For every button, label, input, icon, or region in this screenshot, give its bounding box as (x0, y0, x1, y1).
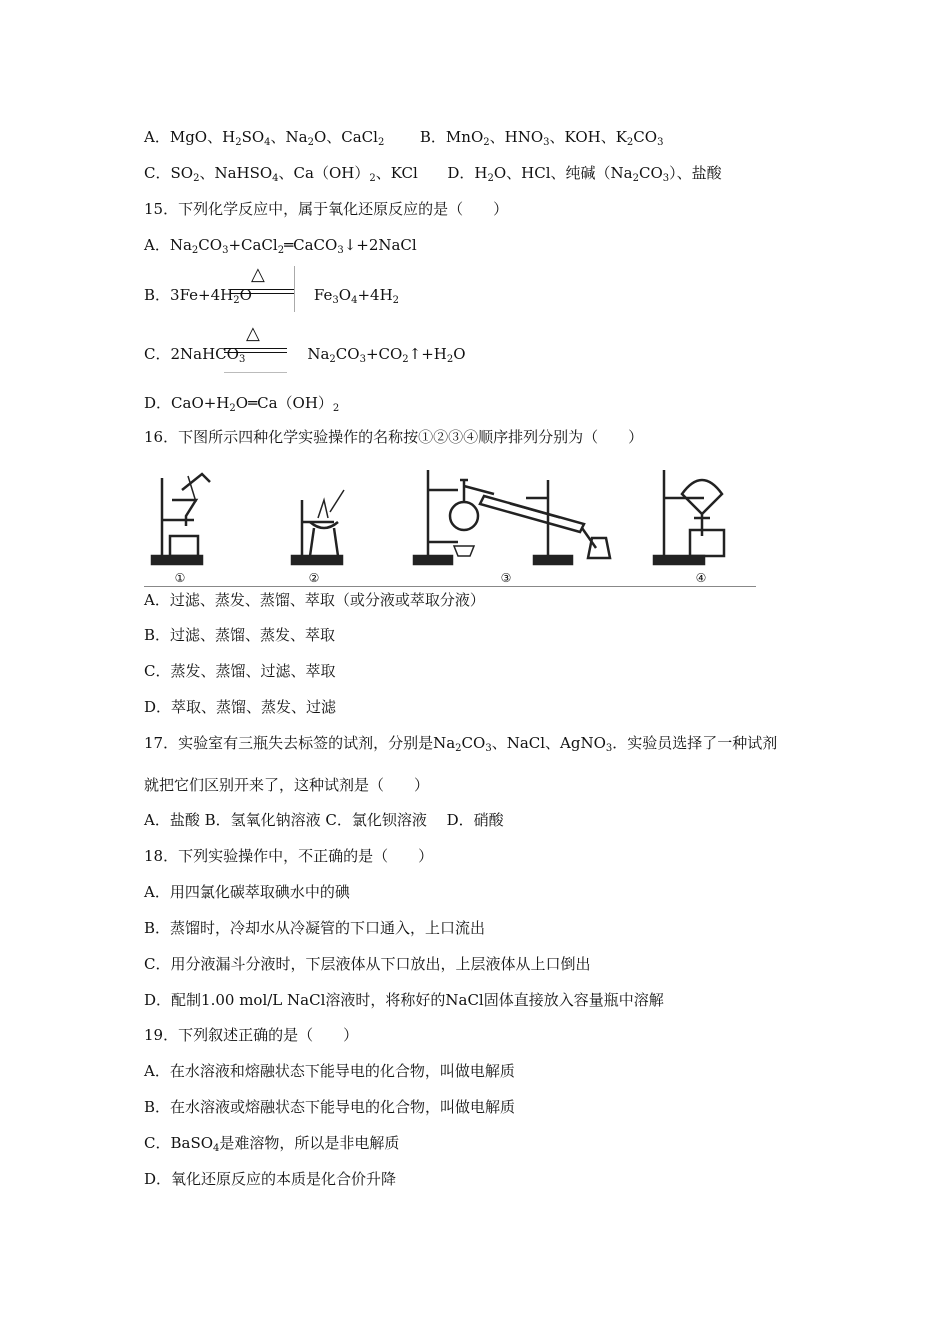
filtration-apparatus (152, 474, 210, 564)
q17-options: A．盐酸 B．氢氧化钠溶液 C．氯化钡溶液 D．硝酸 (144, 811, 504, 829)
evaporation-apparatus (292, 490, 344, 564)
q18-option-a: A．用四氯化碳萃取碘水中的碘 (144, 883, 350, 901)
separatory-funnel-apparatus (654, 470, 724, 564)
q19-option-a: A．在水溶液和熔融状态下能导电的化合物，叫做电解质 (144, 1062, 515, 1080)
q18-option-c: C．用分液漏斗分液时，下层液体从下口放出，上层液体从上口倒出 (144, 955, 591, 973)
lab-apparatus-figure (144, 460, 756, 588)
q16-option-c: C．蒸发、蒸馏、过滤、萃取 (144, 662, 336, 680)
q19-option-c: C．BaSO$_4$是难溶物，所以是非电解质 (144, 1134, 400, 1154)
q16-option-b: B．过滤、蒸馏、蒸发、萃取 (144, 626, 336, 644)
q18-option-d: D．配制1.00 mol/L NaCl溶液时，将称好的NaCl固体直接放入容量瓶中溶解 (144, 991, 664, 1009)
apparatus-label-4: ④ (695, 571, 707, 585)
q15-option-c: C．2NaHCO$_3$ $Na_2CO_3+CO_2↑+H_2O$ (144, 345, 466, 365)
figure-baseline (144, 586, 756, 587)
frame-line-c (224, 372, 287, 373)
apparatus-label-1: ① (174, 571, 186, 585)
q16-stem: 16．下图所示四种化学实验操作的名称按①②③④顺序排列分别为（ ） (144, 428, 644, 446)
reaction-bar-b-top (231, 289, 294, 290)
apparatus-label-2: ② (308, 571, 320, 585)
distillation-apparatus (414, 470, 610, 564)
heat-triangle-c: △ (246, 323, 260, 344)
q17-stem-line1: 17．实验室有三瓶失去标签的试剂，分别是$Na_2CO_3$、NaCl、AgNO$_3$．实验员选择了一种试剂 (144, 734, 778, 754)
q15-stem: 15．下列化学反应中，属于氧化还原反应的是（ ） (144, 200, 509, 218)
q14-option-ab: A．MgO、$H_2SO_4$、$Na_2O$、CaCl$_2$ B．MnO$_2$、$HNO_3$、KOH、$K_2CO_3$ (144, 128, 664, 148)
reaction-bar-c-top (224, 348, 287, 349)
q19-stem: 19．下列叙述正确的是（ ） (144, 1026, 359, 1044)
frame-line-b (294, 266, 295, 312)
q16-option-d: D．萃取、蒸馏、蒸发、过滤 (144, 698, 337, 716)
q17-stem-line2: 就把它们区别开来了，这种试剂是（ ） (144, 776, 430, 794)
q19-option-d: D．氧化还原反应的本质是化合价升降 (144, 1170, 397, 1188)
apparatus-label-3: ③ (500, 571, 512, 585)
reaction-bar-b-bottom (231, 293, 294, 294)
reaction-bar-c-bottom (224, 352, 287, 353)
q15-option-b: B．$3Fe+4H_2O$ $Fe_3O_4+4H_2$ (144, 286, 400, 306)
heat-triangle-b: △ (251, 264, 265, 285)
q18-option-b: B．蒸馏时，冷却水从冷凝管的下口通入，上口流出 (144, 919, 486, 937)
q14-option-cd: C．$SO_2$、NaHSO$_4$、$Ca(OH)_2$、KCl D．$H_2O$、HCl、纯碱$(Na_2CO_3)$、盐酸 (144, 164, 722, 184)
q16-option-a: A．过滤、蒸发、蒸馏、萃取（或分液或萃取分液） (144, 591, 485, 609)
q18-stem: 18．下列实验操作中，不正确的是（ ） (144, 847, 434, 865)
q15-option-a: A．$Na_2CO_3+CaCl_2═CaCO_3↓+2NaCl$ (144, 236, 417, 256)
q15-option-d: D．$CaO+H_2O═Ca(OH)_2$ (144, 394, 340, 414)
q19-option-b: B．在水溶液或熔融状态下能导电的化合物，叫做电解质 (144, 1098, 516, 1116)
